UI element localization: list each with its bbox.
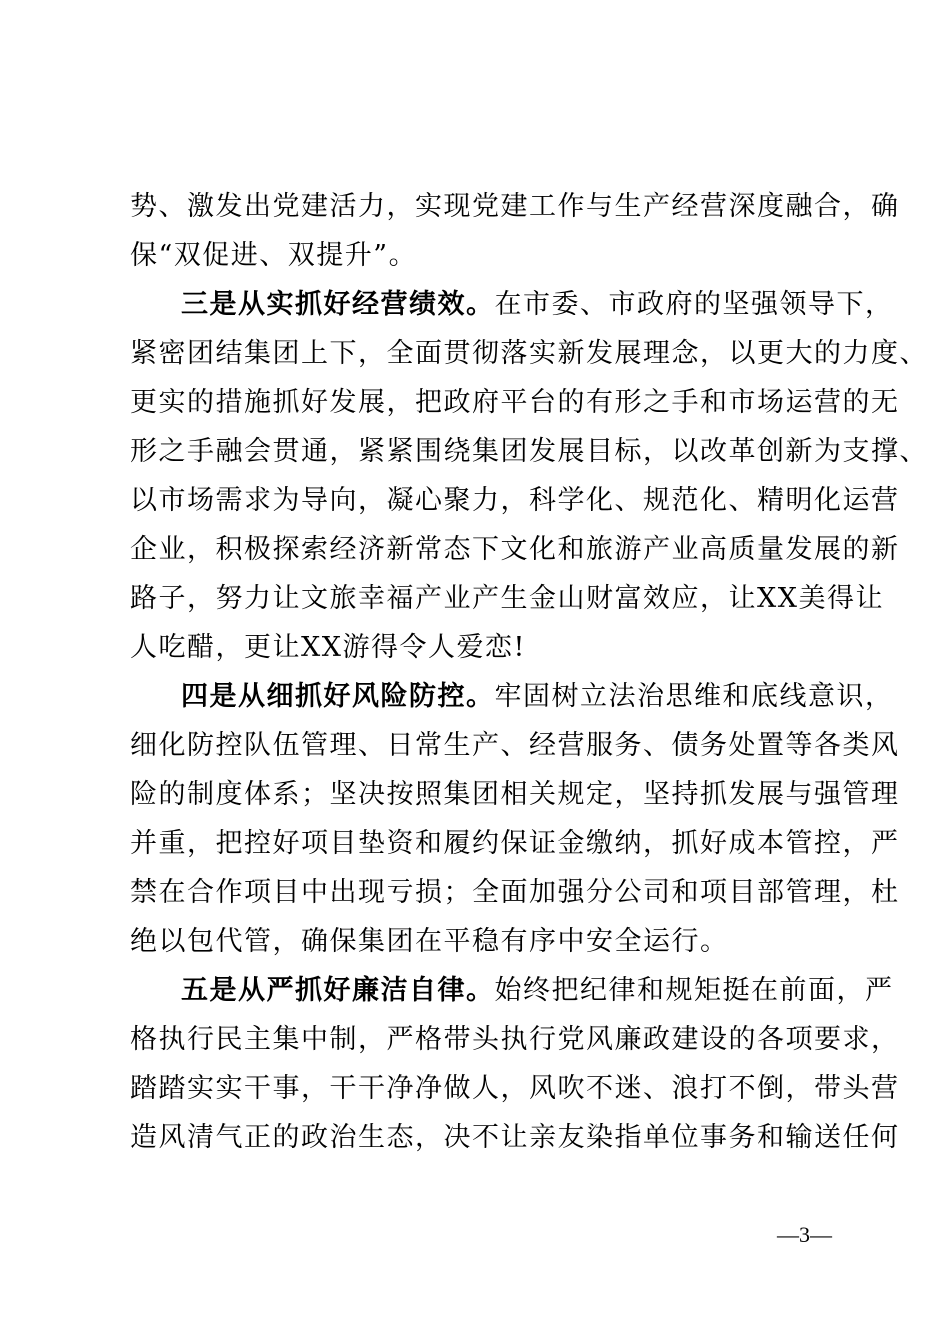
paragraph-first-line (181, 972, 894, 1012)
paragraph-line: 企业，积极探索经济新常态下文化和旅游产业高质量发展的新 (130, 534, 900, 565)
paragraph-text: 牢固树立法治思维和底线意识， (494, 681, 894, 712)
paragraph-line: 形之手融会贯通，紧紧围绕集团发展目标，以改革创新为支撑、 (130, 436, 928, 467)
paragraph-line: 禁在合作项目中出现亏损；全面加强分公司和项目部管理，杜 (130, 877, 900, 908)
paragraph-line: 踏踏实实干事，干干净净做人，风吹不迷、浪打不倒，带头营 (130, 1073, 900, 1104)
paragraph-heading: 五是从严抓好廉洁自律。 (181, 975, 495, 1006)
paragraph-line: 人吃醋，更让XX游得令人爱恋! (130, 632, 526, 663)
paragraph-line: 绝以包代管，确保集团在平稳有序中安全运行。 (130, 926, 729, 957)
paragraph-line: 并重，把控好项目垫资和履约保证金缴纳，抓好成本管控，严 (130, 828, 900, 859)
paragraph-heading: 四是从细抓好风险防控。 (181, 681, 495, 712)
paragraph-line: 格执行民主集中制，严格带头执行党风廉政建设的各项要求， (130, 1024, 900, 1055)
paragraph-first-line (181, 286, 894, 326)
paragraph-line: 造风清气正的政治生态，决不让亲友染指单位事务和输送任何 (130, 1122, 900, 1153)
paragraph-line: 紧密团结集团上下，全面贯彻落实新发展理念，以更大的力度、 (130, 338, 928, 369)
paragraph-line: 保“双促进、双提升”。 (130, 240, 418, 271)
paragraph-heading: 三是从实抓好经营绩效。 (181, 289, 495, 320)
page-number: —3— (777, 1222, 832, 1247)
paragraph-text: 在市委、市政府的坚强领导下， (494, 289, 894, 320)
paragraph-line: 细化防控队伍管理、日常生产、经营服务、债务处置等各类风 (130, 730, 900, 761)
paragraph-text: 始终把纪律和规矩挺在前面，严 (494, 975, 894, 1006)
paragraph-line: 势、激发出党建活力，实现党建工作与生产经营深度融合，确 (130, 191, 900, 222)
paragraph-line: 险的制度体系；坚决按照集团相关规定，坚持抓发展与强管理 (130, 779, 900, 810)
paragraph-line: 以市场需求为导向，凝心聚力，科学化、规范化、精明化运营 (130, 485, 900, 516)
paragraph-line: 更实的措施抓好发展，把政府平台的有形之手和市场运营的无 (130, 387, 900, 418)
paragraph-first-line (181, 678, 894, 718)
paragraph-line: 路子，努力让文旅幸福产业产生金山财富效应，让XX美得让 (130, 583, 884, 614)
